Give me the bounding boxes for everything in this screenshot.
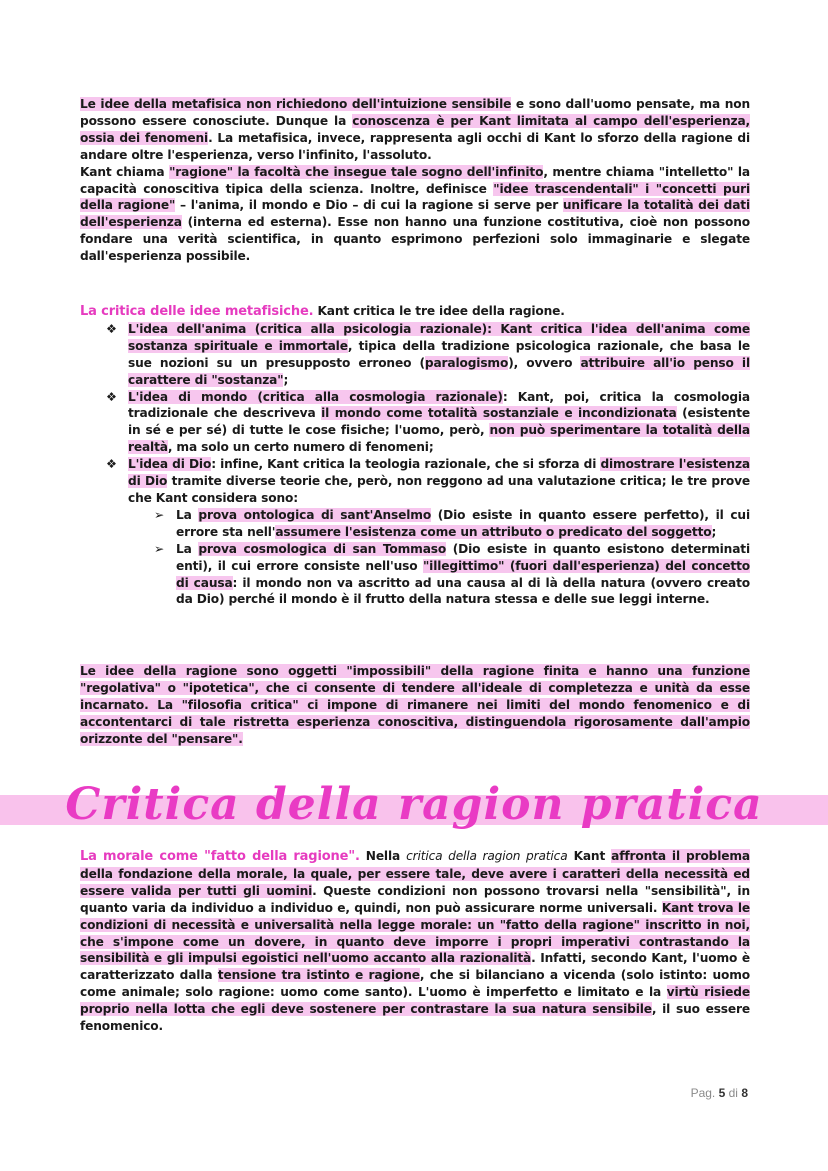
list-item: ❖ L'idea di Dio: infine, Kant critica la teologia razionale, che si sforza di dimostrare l'esistenza di Dio tramite diverse teorie che, però, non reggono ad una valutazione critica; le tre prove che Kant considera sono: ➢ La prova ontologica di sant'Anselmo (Dio esiste in quanto essere perfetto), il cui errore sta nell'assumere l'esistenza come un attributo o predicato del soggetto; ➢ La prova cosmologica di san Tommaso (Dio esiste in quanto esistono determinati enti), il cui errore consiste nell'uso "illegittimo" (fuori dall'esperienza) del concetto di causa: il mondo non va ascritto ad una causa al di là della natura (ovvero creato da Dio) perché il mondo è il frutto della natura stessa e delle sue leggi interne. — [106, 457, 751, 607]
proofs-list — [128, 507, 750, 608]
diamond-bullet-icon: ❖ — [106, 321, 117, 336]
list-item: ❖ L'idea dell'anima (critica alla psicologia razionale): Kant critica l'idea dell'anima come sostanza spirituale e immortale, tipica della tradizione psicologica razionale, che basa le sue nozioni su un presupposto erroneo (paralogismo), ovvero attribuire all'io penso il carattere di "sostanza"; — [106, 321, 750, 387]
section-heading: La morale come "fatto della ragione". — [80, 849, 360, 864]
arrow-bullet-icon: ➢ — [154, 541, 165, 556]
critique-list — [80, 321, 750, 608]
paragraph-morale: La morale come "fatto della ragione". Nella critica della ragion pratica Kant affronta il problema della fondazione della morale, la quale, per essere tale, deve avere i caratteri della necessità ed essere valida per tutti gli uomini. Queste condizioni non possono trovarsi nella "sensibilità", in quanto varia da individuo a individuo e, quindi, non può assicurare norme universali. Kant trova le condizioni di necessità e universalità nella legge morale: un "fatto della ragione" inscritto in noi, che s'impone come un dovere, in quanto deve imporre i propri imperativi contrastando la sensibilità e gli impulsi egoistici nell'uomo accanto alla razionalità. Infatti, secondo Kant, l'uomo è caratterizzato dalla tensione tra istinto e ragione, che si bilanciano a vicenda (solo istinto: uomo come animale; solo ragione: uomo come santo). L'uomo è imperfetto e limitato e la virtù risiede proprio nella lotta che egli deve sostenere per contrastare la sua natura sensibile, il suo essere fenomenico. — [80, 849, 751, 1034]
diamond-bullet-icon: ❖ — [106, 389, 117, 404]
paragraph-metafisica: Le idee della metafisica non richiedono dell'intuizione sensibile e sono dall'uomo pensate, ma non possono essere conosciute. Dunque la conoscenza è per Kant limitata al campo dell'esperienza, ossia dei fenomeni. La metafisica, invece, rappresenta agli occhi di Kant lo sforzo della ragione di andare oltre l'esperienza, verso l'infinito, l'assoluto. Kant chiama "ragione" la facoltà che insegue tale sogno dell'infinito, mentre chiama "intelletto" la capacità conoscitiva tipica della scienza. Inoltre, definisce "idee trascendentali" i "concetti puri della ragione" – l'anima, il mondo e Dio – di cui la ragione si serve per unificare la totalità dei dati dell'esperienza (interna ed esterna). Esse non hanno una funzione costitutiva, cioè non possono fondare una verità scientifica, in quanto esprimono perfezioni solo immaginarie e slegate dall'esperienza possibile. — [80, 97, 751, 264]
list-item: ➢ La prova cosmologica di san Tommaso (Dio esiste in quanto esistono determinati enti), il cui errore consiste nell'uso "illegittimo" (fuori dall'esperienza) del concetto di causa: il mondo non va ascritto ad una causa al di là della natura (ovvero creato da Dio) perché il mondo è il frutto della natura stessa e delle sue leggi interne. — [154, 541, 751, 607]
diamond-bullet-icon: ❖ — [106, 457, 117, 472]
arrow-bullet-icon: ➢ — [154, 507, 165, 522]
section-title: Critica della ragion pratica — [65, 779, 763, 830]
paragraph-critica-idee: La critica delle idee metafisiche. Kant critica le tre idee della ragione. ❖ L'idea dell'anima (critica alla psicologia razionale): Kant critica l'idea dell'anima come sostanza spirituale e immortale, tipica della tradizione psicologica razionale, che basa le sue nozioni su un presupposto erroneo (paralogismo), ovvero attribuire all'io penso il carattere di "sostanza"; ❖ L'idea di mondo (critica alla cosmologia razionale): Kant, poi, critica la cosmologia tradizionale che descriveva il mondo come totalità sostanziale e incondizionata (esistente in sé e per sé) di tutte le cose fisiche; l'uomo, però, non può sperimentare la totalità della realtà, ma solo un certo numero di fenomeni; ❖ L'idea di Dio: infine, Kant critica la teologia razionale, che si sforza di dimostrare l'esistenza di Dio tramite diverse teorie che, però, non reggono ad una valutazione critica; le tre prove che Kant considera sono: ➢ La prova ontologica di sant'Anselmo (Dio esiste in quanto essere perfetto), il cui errore sta nell'assumere l'esistenza come un attributo o predicato del soggetto; ➢ La prova cosmologica di san Tommaso (Dio esiste in quanto esistono determinati enti), il cui errore consiste nell'uso "illegittimo" (fuori dall'esperienza) del concetto di causa: il mondo non va ascritto ad una causa al di là della natura (ovvero creato da Dio) perché il mondo è il frutto della natura stessa e delle sue leggi interne. — [80, 304, 751, 607]
list-item: ➢ La prova ontologica di sant'Anselmo (Dio esiste in quanto essere perfetto), il cui errore sta nell'assumere l'esistenza come un attributo o predicato del soggetto; — [154, 507, 750, 539]
section-heading: La critica delle idee metafisiche. — [80, 304, 314, 319]
paragraph-idee-ragione: Le idee della ragione sono oggetti "impossibili" della ragione finita e hanno una funzione "regolativa" o "ipotetica", che ci consente di tendere all'ideale di completezza e unità da esse incarnato. La "filosofia critica" ci impone di rimanere nei limiti del mondo fenomenico e di accontentarci di tale ristretta esperienza conoscitiva, distinguendola rigorosamente dall'ampio orizzonte del "pensare". — [80, 664, 750, 746]
list-item: ❖ L'idea di mondo (critica alla cosmologia razionale): Kant, poi, critica la cosmologia tradizionale che descriveva il mondo come totalità sostanziale e incondizionata (esistente in sé e per sé) di tutte le cose fisiche; l'uomo, però, non può sperimentare la totalità della realtà, ma solo un certo numero di fenomeni; — [106, 389, 751, 455]
page-number: Pag. 5 di 8 — [690, 1086, 748, 1100]
